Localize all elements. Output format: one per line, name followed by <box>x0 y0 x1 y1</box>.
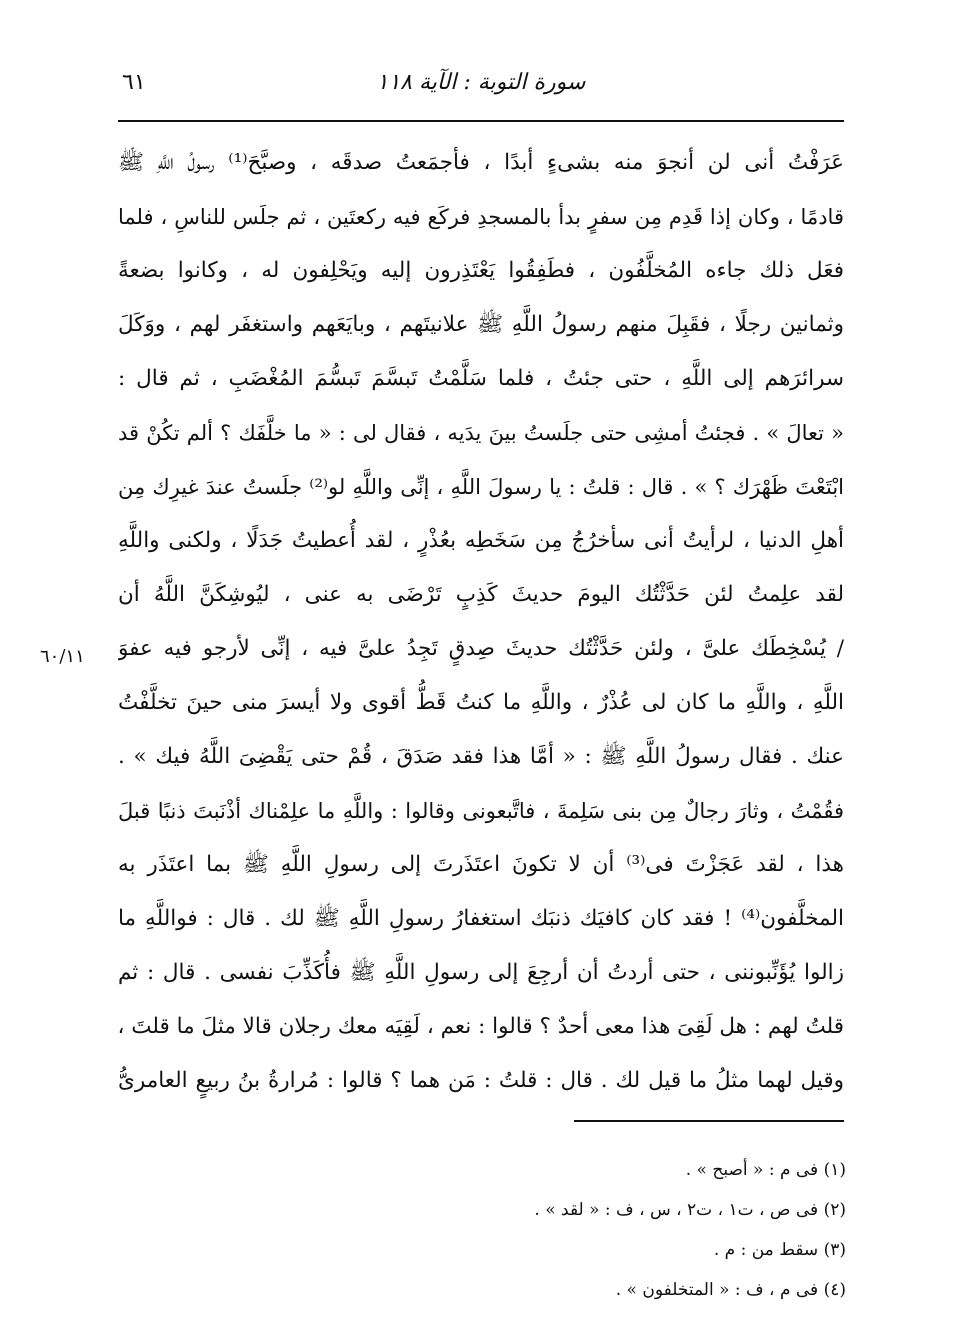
text-line: عنك . فقال رسولُ اللَّهِ ﷺ : « أمَّا هذا فقد صَدَقَ ، قُمْ حتى يَقْضِىَ اللَّهُ فيك » . <box>118 744 844 769</box>
text-line: قادمًا ، وكان إذا قَدِم مِن سفرٍ بدأ بالمسجدِ فركَع فيه ركعتَين ، ثم جلَس للناسِ ، فلما <box>118 205 844 229</box>
text-line: أهلِ الدنيا ، لرأيتُ أنى سأخرُجُ مِن سَخَطِه بعُذْرٍ ، لقد أُعطيتُ جَدَلًا ، ولكنى واللَّهِ <box>118 528 844 553</box>
text-line: سرائرَهم إلى اللَّهِ ، حتى جئتُ ، فلما سَلَّمْتُ تَبسَّمَ تَبسُّمَ المُغْضَبِ ، ثم قال : <box>118 366 844 391</box>
margin-reference: ٦٠/١١ <box>40 646 85 667</box>
text-line: فعَل ذلك جاءه المُخلَّفُون ، فطَفِقُوا يَعْتَذِرون إليه ويَحْلِفون له ، وكانوا بضعةً <box>118 258 844 283</box>
text-line: عَرَفْتُ أنى لن أنجوَ منه بشىءٍ أبدًا ، فأجمَعتُ صدقَه ، وصبَّحَ⁽¹⁾ رسولُ اللَّهِ ﷺ <box>118 150 844 175</box>
text-line: لقد علِمتُ لئن حَدَّثْتُك اليومَ حديثَ كَذِبٍ تَرْضَى به عنى ، ليُوشِكَنَّ اللَّهُ أن <box>118 582 844 607</box>
running-header <box>118 66 844 106</box>
text-line: / يُسْخِطَك علىَّ ، ولئن حَدَّثْتُك حديثَ صِدقٍ تَجِدُ علىَّ فيه ، إنِّى لأرجو فيه عفوَ <box>118 636 844 661</box>
footnote: (٤) فى م ، ف : « المتخلفون » . <box>615 1280 846 1300</box>
text-line: هذا ، لقد عَجَزْتَ فى⁽³⁾ أن لا تكونَ اعتَذَرتَ إلى رسولِ اللَّهِ ﷺ بما اعتَذَر به <box>118 852 844 877</box>
footnote: (٣) سقط من : م . <box>713 1240 846 1260</box>
footnote: (٢) فى ص ، ت١ ، ت٢ ، س ، ف : « لقد » . <box>534 1200 846 1220</box>
footnotes <box>400 1150 846 1310</box>
text-line: ابْتَعْتَ ظَهْرَك ؟ » . قال : قلتُ : يا رسولَ اللَّهِ ، إنِّى واللَّهِ لو⁽²⁾ جلَستُ عندَ غيرِك مِن <box>118 475 844 499</box>
text-line: فقُمْتُ ، وثارَ رجالٌ مِن بنى سَلِمةَ ، فاتَّبعونى وقالوا : واللَّهِ ما علِمْناك أذْنَبتَ ذنبًا قبلَ <box>118 799 844 823</box>
main-text <box>118 136 844 1108</box>
text-line: « تعالَ » . فجئتُ أمشِى حتى جلَستُ بينَ يدَيه ، فقال لى : « ما خلَّفَك ؟ ألم تكُنْ قد <box>118 421 844 445</box>
text-line: اللَّهِ ، واللَّهِ ما كان لى عُذْرٌ ، واللَّهِ ما كنتُ قَطُّ أقوى ولا أيسرَ منى حينَ تخلَّفْتُ <box>118 690 844 715</box>
footnote: (١) فى م : « أصبح » . <box>685 1160 846 1180</box>
footnote-divider <box>574 1120 844 1122</box>
text-line: وثمانين رجلًا ، فقَبِلَ منهم رسولُ اللَّهِ ﷺ علانيتَهم ، وبايَعَهم واستغفَر لهم ، ووَكَلَ <box>118 312 844 337</box>
header-divider <box>118 120 844 122</box>
text-line: وقيل لهما مثلُ ما قيل لك . قال : قلتُ : مَن هما ؟ قالوا : مُرارةُ بنُ ربيعٍ العامرىُّ <box>118 1068 844 1093</box>
text-line: زالوا يُؤَنِّبوننى ، حتى أردتُ أن أرجِعَ إلى رسولِ اللَّهِ ﷺ فأُكَذِّبَ نفسى . قال : ثم <box>118 960 844 985</box>
header-title: سورة التوبة : الآية ١١٨ <box>376 70 586 95</box>
text-line: قلتُ لهم : هل لَقِىَ هذا معى أحدٌ ؟ قالوا : نعم ، لَقِيَه معك رجلان قالا مثلَ ما قلتَ ، <box>118 1014 844 1039</box>
page-number: ٦١ <box>122 70 146 95</box>
text-line: المخلَّفون⁽⁴⁾ ! فقد كان كافيَك ذنبَك استغفارُ رسولِ اللَّهِ ﷺ لك . قال : فواللَّهِ ما <box>118 906 844 931</box>
